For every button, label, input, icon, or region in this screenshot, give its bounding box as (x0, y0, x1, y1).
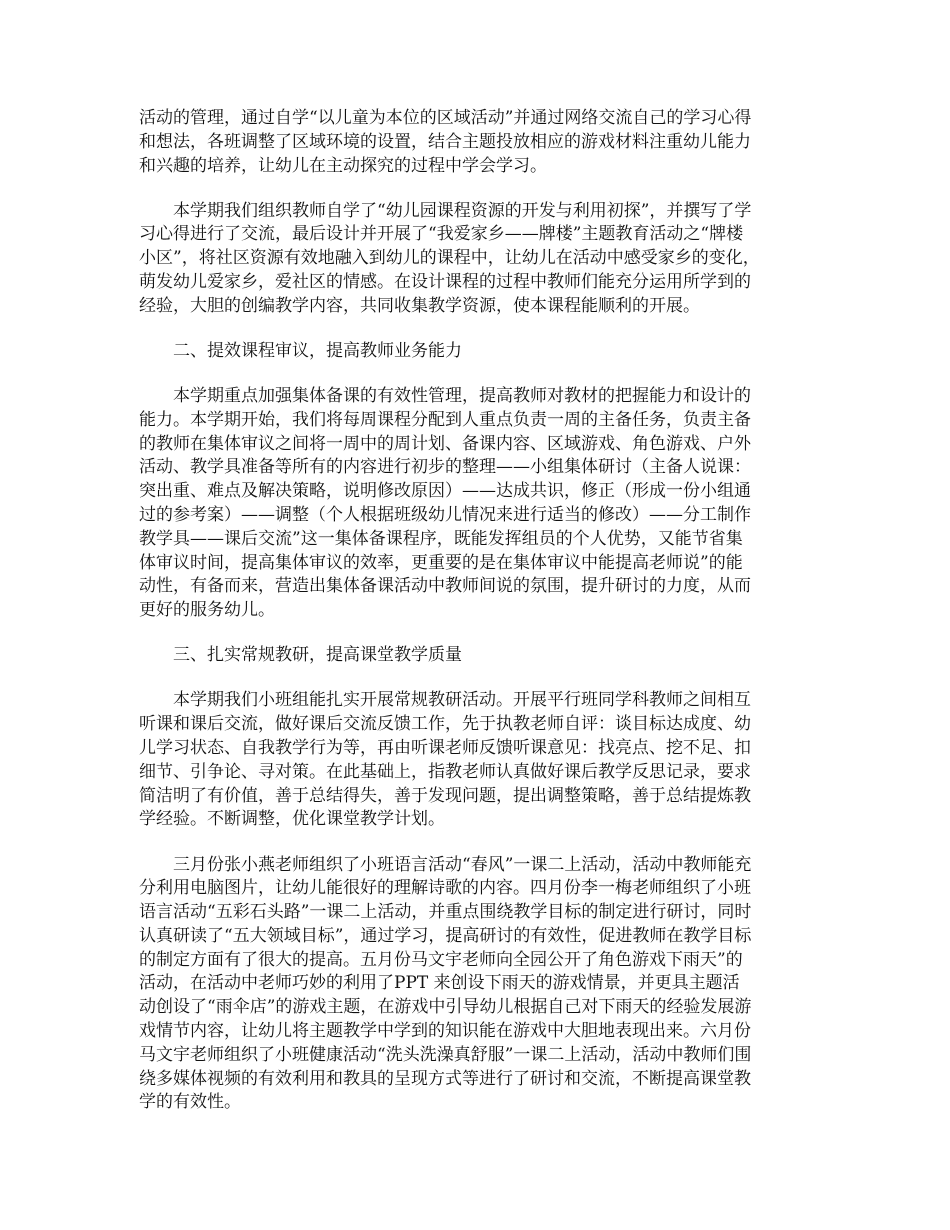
text-line: 戏情节内容，让幼儿将主题教学中学到的知识能在游戏中大胆地表现出来。六月份 (139, 1021, 751, 1042)
text-line: 的教师在集体审议之间将一周中的周计划、备课内容、区域游戏、角色游戏、户外 (139, 433, 751, 454)
text-line: 儿学习状态、自我教学行为等，再由听课老师反馈听课意见：找亮点、挖不足、扣 (139, 738, 751, 759)
paragraph-monthly-activities (139, 854, 815, 1116)
text-line: 活动的管理，通过自学“以儿童为本位的区域活动”并通过网络交流自己的学习心得 (139, 108, 752, 128)
text-line: 习心得进行了交流，最后设计并开展了“我爱家乡——牌楼”主题教育活动之“牌楼 (139, 224, 744, 245)
text-line: 三月份张小燕老师组织了小班语言活动“春风”一课二上活动，活动中教师能充 (139, 854, 752, 875)
text-line: 小区”，将社区资源有效地融入到幼儿的课程中，让幼儿在活动中感受家乡的变化， (139, 248, 760, 269)
text-line: 更好的服务幼儿。 (139, 600, 275, 621)
paragraph-curriculum-resources (139, 200, 815, 319)
text-line: 动创设了“雨伞店”的游戏主题，在游戏中引导幼儿根据自己对下雨天的经验发展游 (139, 997, 752, 1018)
paragraph-collective-lesson-prep (139, 385, 815, 623)
text-line: 动性，有备而来，营造出集体备课活动中教师间说的氛围，提升研讨的力度，从而 (139, 576, 751, 597)
text-line: 认真研读了“五大领域目标”，通过学习，提高研讨的有效性，促进教师在教学目标 (139, 925, 752, 946)
text-line: 学经验。不断调整，优化课堂教学计划。 (139, 809, 445, 830)
text-line: 教学具——课后交流”这一集体备课程序，既能发挥组员的个人优势，又能节省集 (139, 528, 743, 549)
text-line: 听课和课后交流，做好课后交流反馈工作，先于执教老师自评：谈目标达成度、幼 (139, 714, 751, 735)
document-body (139, 107, 815, 1115)
text-line: 本学期我们组织教师自学了“幼儿园课程资源的开发与利用初探”，并撰写了学 (139, 200, 752, 221)
text-line: 能力。本学期开始，我们将每周课程分配到人重点负责一周的主备任务，负责主备 (139, 409, 751, 430)
section-heading: 三、扎实常规教研，提高课堂教学质量 (139, 645, 462, 666)
text-line: 本学期重点加强集体备课的有效性管理，提高教师对教材的把握能力和设计的 (139, 386, 751, 407)
text-line: 分利用电脑图片，让幼儿能很好的理解诗歌的内容。四月份李一梅老师组织了小班 (139, 878, 751, 899)
text-line: 的制定方面有了很大的提高。五月份马文宇老师向全园公开了角色游戏下雨天”的 (139, 949, 743, 970)
text-line: 突出重、难点及解决策略，说明修改原因）——达成共识，修正（形成一份小组通 (139, 481, 751, 502)
paragraph-regional-activity (139, 107, 815, 178)
text-line: 经验，大胆的创编教学内容，共同收集教学资源，使本课程能顺利的开展。 (139, 295, 700, 316)
text-line: 本学期我们小班组能扎实开展常规教研活动。开展平行班同学科教师之间相互 (139, 690, 751, 711)
section-heading-2 (139, 340, 815, 364)
text-line: 萌发幼儿爱家乡，爱社区的情感。在设计课程的过程中教师们能充分运用所学到的 (139, 272, 751, 293)
text-line: 活动，在活动中老师巧妙的利用了PPT 来创设下雨天的游戏情景，并更具主题活 (139, 973, 740, 994)
text-line: 过的参考案）——调整（个人根据班级幼儿情况来进行适当的修改）——分工制作 (139, 505, 751, 526)
text-line: 细节、引争论、寻对策。在此基础上，指教老师认真做好课后教学反思记录，要求 (139, 761, 751, 782)
text-line: 马文宇老师组织了小班健康活动“洗头洗澡真舒服”一课二上活动，活动中教师们围 (139, 1044, 752, 1065)
text-line: 语言活动“五彩石头路”一课二上活动，并重点围绕教学目标的制定进行研讨，同时 (139, 902, 752, 923)
text-line: 绕多媒体视频的有效利用和教具的呈现方式等进行了研讨和交流，不断提高课堂教 (139, 1068, 751, 1089)
text-line: 简洁明了有价值，善于总结得失，善于发现问题，提出调整策略，善于总结提炼教 (139, 785, 751, 806)
section-heading: 二、提效课程审议，提高教师业务能力 (139, 340, 462, 361)
text-line: 体审议时间，提高集体审议的效率，更重要的是在集体审议中能提高老师说”的能 (139, 552, 743, 573)
paragraph-routine-research (139, 689, 815, 832)
text-line: 学的有效性。 (139, 1092, 241, 1113)
text-line: 活动、教学具准备等所有的内容进行初步的整理——小组集体研讨（主备人说课： (139, 457, 751, 478)
text-line: 和想法，各班调整了区域环境的设置，结合主题投放相应的游戏材料注重幼儿能力 (139, 131, 751, 152)
text-line: 和兴趣的培养，让幼儿在主动探究的过程中学会学习。 (139, 155, 547, 176)
section-heading-3 (139, 644, 815, 668)
